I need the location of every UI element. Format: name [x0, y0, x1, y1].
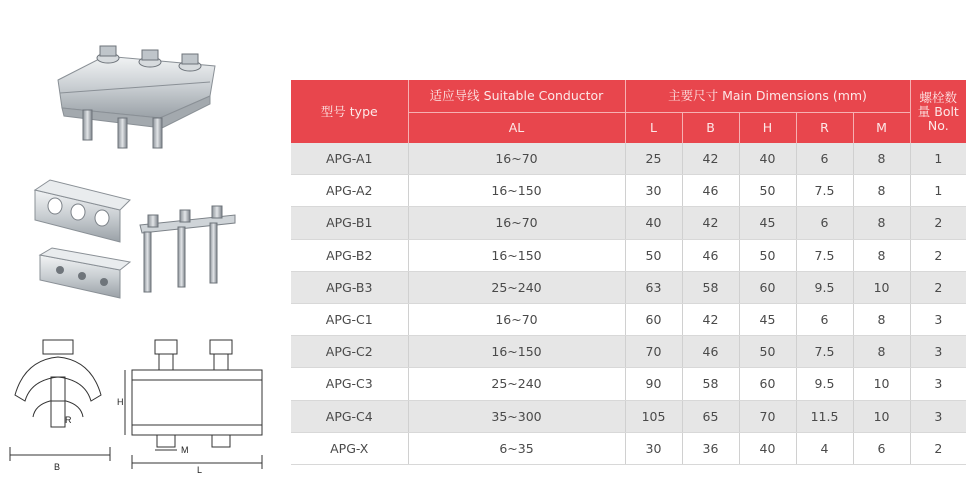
cell-l: 70 [625, 336, 682, 368]
cell-b: 42 [682, 207, 739, 239]
cell-al: 16~150 [408, 336, 625, 368]
cell-b: 46 [682, 175, 739, 207]
table-row [291, 336, 966, 368]
table-row [291, 175, 966, 207]
cell-al: 16~150 [408, 239, 625, 271]
cell-h: 40 [739, 143, 796, 175]
header-l: L [625, 113, 682, 144]
cell-r: 9.5 [796, 368, 853, 400]
cell-l: 63 [625, 271, 682, 303]
cell-r: 6 [796, 303, 853, 335]
cell-type: APG-X [291, 432, 408, 464]
cell-b: 46 [682, 336, 739, 368]
cell-bolt: 2 [910, 432, 966, 464]
cell-l: 40 [625, 207, 682, 239]
specification-table [291, 80, 966, 465]
cell-type: APG-A2 [291, 175, 408, 207]
cell-h: 45 [739, 207, 796, 239]
cell-bolt: 3 [910, 400, 966, 432]
cell-type: APG-C4 [291, 400, 408, 432]
drawing-label-r: R [65, 415, 72, 425]
table-row [291, 143, 966, 175]
cell-al: 35~300 [408, 400, 625, 432]
cell-b: 65 [682, 400, 739, 432]
split-clamp-parts-photo [30, 170, 245, 305]
cell-h: 45 [739, 303, 796, 335]
clamp-dimension-drawing [5, 335, 280, 475]
header-b: B [682, 113, 739, 144]
cell-l: 25 [625, 143, 682, 175]
cell-b: 42 [682, 303, 739, 335]
cell-m: 10 [853, 400, 910, 432]
header-type: 型号 type [291, 80, 408, 143]
cell-type: APG-A1 [291, 143, 408, 175]
cell-l: 50 [625, 239, 682, 271]
cell-m: 10 [853, 368, 910, 400]
cell-al: 25~240 [408, 368, 625, 400]
drawing-label-h: H [117, 397, 124, 407]
cell-r: 11.5 [796, 400, 853, 432]
cell-h: 70 [739, 400, 796, 432]
cell-m: 10 [853, 271, 910, 303]
cell-h: 40 [739, 432, 796, 464]
cell-r: 6 [796, 207, 853, 239]
cell-h: 50 [739, 239, 796, 271]
cell-bolt: 2 [910, 271, 966, 303]
cell-bolt: 3 [910, 368, 966, 400]
cell-type: APG-C3 [291, 368, 408, 400]
table-row [291, 368, 966, 400]
drawing-label-l: L [197, 465, 203, 475]
table-row [291, 432, 966, 464]
cell-type: APG-C2 [291, 336, 408, 368]
cell-type: APG-B3 [291, 271, 408, 303]
product-images [0, 0, 285, 482]
cell-al: 6~35 [408, 432, 625, 464]
cell-m: 8 [853, 239, 910, 271]
cell-m: 8 [853, 143, 910, 175]
table-row [291, 271, 966, 303]
cell-al: 16~70 [408, 207, 625, 239]
cell-l: 30 [625, 175, 682, 207]
cell-bolt: 3 [910, 336, 966, 368]
cell-r: 4 [796, 432, 853, 464]
cell-b: 58 [682, 271, 739, 303]
cell-bolt: 3 [910, 303, 966, 335]
cell-b: 42 [682, 143, 739, 175]
cell-al: 16~70 [408, 303, 625, 335]
cell-l: 105 [625, 400, 682, 432]
cell-r: 6 [796, 143, 853, 175]
drawing-label-m: M [181, 445, 189, 455]
cell-h: 60 [739, 271, 796, 303]
header-bolt-no: 螺栓数量 Bolt No. [910, 80, 966, 143]
header-m: M [853, 113, 910, 144]
header-al: AL [408, 113, 625, 144]
cell-b: 36 [682, 432, 739, 464]
cell-r: 9.5 [796, 271, 853, 303]
cell-r: 7.5 [796, 175, 853, 207]
cell-m: 6 [853, 432, 910, 464]
cell-type: APG-B1 [291, 207, 408, 239]
cell-h: 50 [739, 336, 796, 368]
cell-al: 25~240 [408, 271, 625, 303]
cell-b: 58 [682, 368, 739, 400]
header-conductor: 适应导线 Suitable Conductor [408, 80, 625, 113]
table-row [291, 207, 966, 239]
cell-m: 8 [853, 336, 910, 368]
cell-l: 90 [625, 368, 682, 400]
table-row [291, 303, 966, 335]
cell-type: APG-B2 [291, 239, 408, 271]
cell-bolt: 2 [910, 239, 966, 271]
cell-m: 8 [853, 175, 910, 207]
cell-al: 16~70 [408, 143, 625, 175]
cell-al: 16~150 [408, 175, 625, 207]
cell-m: 8 [853, 207, 910, 239]
drawing-label-b: B [53, 462, 61, 472]
table-row [291, 400, 966, 432]
header-h: H [739, 113, 796, 144]
cell-b: 46 [682, 239, 739, 271]
cell-bolt: 1 [910, 143, 966, 175]
header-dimensions: 主要尺寸 Main Dimensions (mm) [625, 80, 910, 113]
three-bolt-clamp-photo [50, 38, 220, 153]
cell-bolt: 1 [910, 175, 966, 207]
cell-r: 7.5 [796, 239, 853, 271]
cell-l: 60 [625, 303, 682, 335]
cell-l: 30 [625, 432, 682, 464]
cell-m: 8 [853, 303, 910, 335]
table-row [291, 239, 966, 271]
cell-type: APG-C1 [291, 303, 408, 335]
cell-r: 7.5 [796, 336, 853, 368]
cell-bolt: 2 [910, 207, 966, 239]
header-r: R [796, 113, 853, 144]
cell-h: 50 [739, 175, 796, 207]
cell-h: 60 [739, 368, 796, 400]
